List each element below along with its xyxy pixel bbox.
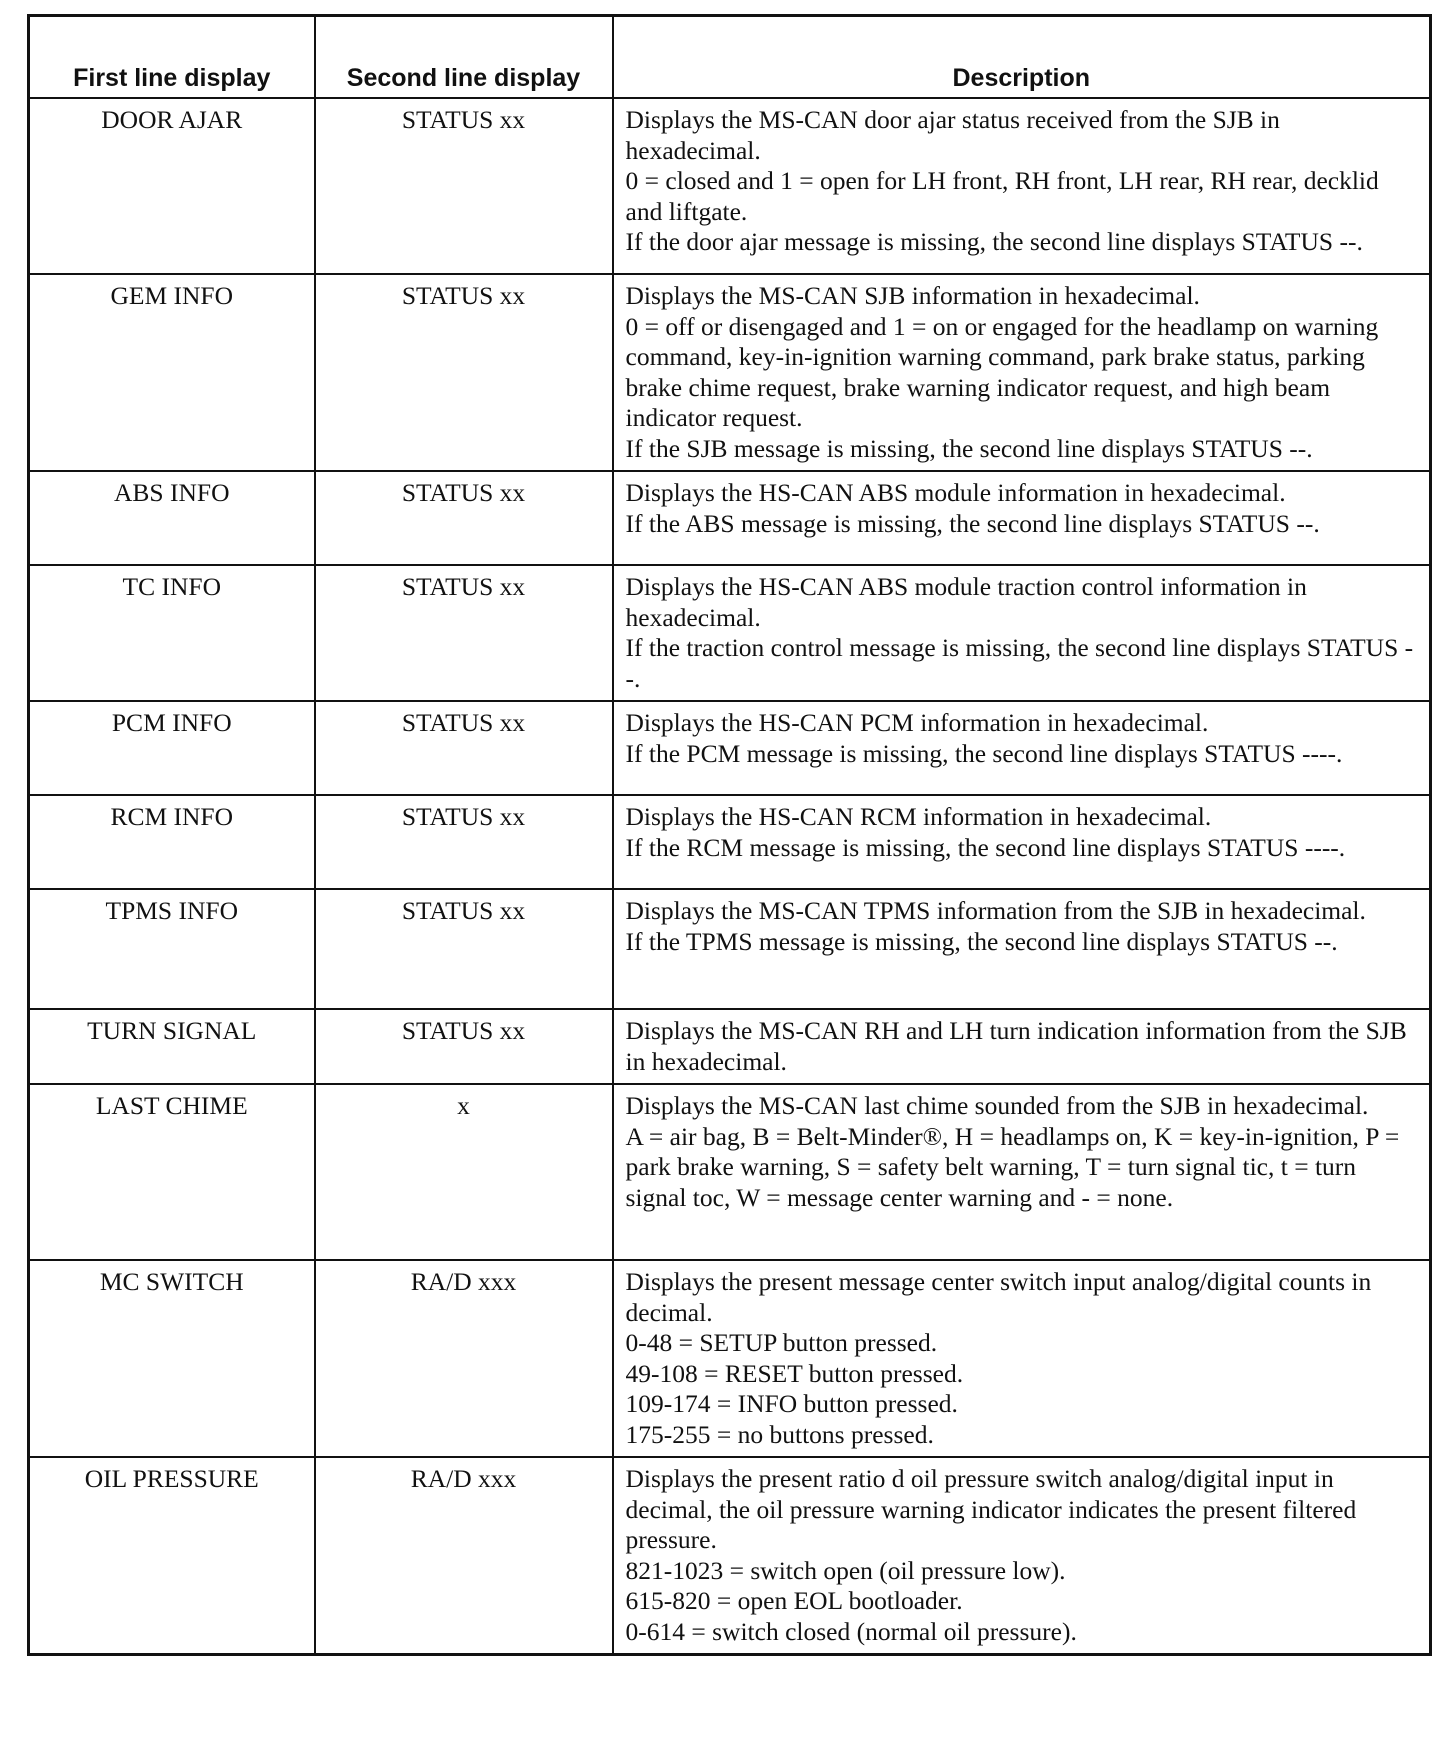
table-row-pcm-info xyxy=(29,701,1431,795)
description-line: Displays the MS-CAN RH and LH turn indication information from the SJB in hexadecimal. xyxy=(625,1016,1407,1076)
first-line-display-cell: RCM INFO xyxy=(29,795,315,889)
table-row-tc-info xyxy=(29,565,1431,701)
description-cell xyxy=(613,565,1431,701)
first-line-display-cell: PCM INFO xyxy=(29,701,315,795)
description-line: If the PCM message is missing, the second line displays STATUS ----. xyxy=(625,738,1343,768)
description-line: Displays the HS-CAN ABS module traction control information in hexadecimal. xyxy=(625,572,1307,632)
description-line: 175-255 = no buttons pressed. xyxy=(625,1419,934,1449)
table-row-door-ajar xyxy=(29,98,1431,274)
description-cell xyxy=(613,795,1431,889)
first-line-display-cell: MC SWITCH xyxy=(29,1260,315,1457)
description-line: Displays the MS-CAN door ajar status received from the SJB in hexadecimal. xyxy=(625,105,1280,165)
second-line-display-cell: STATUS xx xyxy=(315,98,613,274)
description-line: Displays the MS-CAN last chime sounded from the SJB in hexadecimal. xyxy=(625,1091,1369,1120)
first-line-display-cell: GEM INFO xyxy=(29,274,315,471)
second-line-display-cell: STATUS xx xyxy=(315,889,613,1009)
second-line-display-cell: STATUS xx xyxy=(315,1009,613,1084)
description-line: If the ABS message is missing, the second line displays STATUS --. xyxy=(625,508,1320,538)
description-cell xyxy=(613,274,1431,471)
first-line-display-cell: LAST CHIME xyxy=(29,1084,315,1260)
description-cell xyxy=(613,471,1431,565)
description-line: 0-614 = switch closed (normal oil pressure). xyxy=(625,1616,1077,1646)
header-first-line-display: First line display xyxy=(29,16,315,99)
description-line: If the RCM message is missing, the second line displays STATUS ----. xyxy=(625,832,1346,862)
second-line-display-cell: x xyxy=(315,1084,613,1260)
table-row-rcm-info xyxy=(29,795,1431,889)
description-line: 49-108 = RESET button pressed. xyxy=(625,1358,964,1388)
description-cell xyxy=(613,1084,1431,1260)
table-row-tpms-info xyxy=(29,889,1431,1009)
table-body xyxy=(29,98,1431,1655)
header-second-line-display: Second line display xyxy=(315,16,613,99)
description-line: 0 = off or disengaged and 1 = on or engaged for the headlamp on warning command, key-in-ignition warning command, park brake status, parking brake chime request, brake warning indicator request, and high beam indicator request. xyxy=(625,311,1379,432)
description-line: If the SJB message is missing, the second line displays STATUS --. xyxy=(625,433,1313,463)
header-description: Description xyxy=(613,16,1431,99)
description-cell xyxy=(613,889,1431,1009)
description-cell xyxy=(613,1009,1431,1084)
table-row-oil-pressure xyxy=(29,1457,1431,1655)
second-line-display-cell: RA/D xxx xyxy=(315,1260,613,1457)
description-line: Displays the MS-CAN SJB information in hexadecimal. xyxy=(625,281,1200,310)
table-header-row xyxy=(29,16,1431,99)
description-line: If the door ajar message is missing, the second line displays STATUS --. xyxy=(625,227,1363,256)
description-line: Displays the HS-CAN ABS module information in hexadecimal. xyxy=(625,478,1286,507)
table-row-turn-signal xyxy=(29,1009,1431,1084)
description-line: If the traction control message is missing, the second line displays STATUS --. xyxy=(625,633,1414,693)
table-row-abs-info xyxy=(29,471,1431,565)
description-line: Displays the present ratio d oil pressure switch analog/digital input in decimal, the oil pressure warning indicator indicates the present filtered pressure. xyxy=(625,1464,1357,1554)
second-line-display-cell: STATUS xx xyxy=(315,795,613,889)
second-line-display-cell: RA/D xxx xyxy=(315,1457,613,1655)
description-line: 0 = closed and 1 = open for LH front, RH front, LH rear, RH rear, decklid and liftgate. xyxy=(625,166,1379,226)
second-line-display-cell: STATUS xx xyxy=(315,565,613,701)
second-line-display-cell: STATUS xx xyxy=(315,274,613,471)
first-line-display-cell: TURN SIGNAL xyxy=(29,1009,315,1084)
description-cell xyxy=(613,98,1431,274)
second-line-display-cell: STATUS xx xyxy=(315,701,613,795)
description-line: Displays the HS-CAN RCM information in hexadecimal. xyxy=(625,802,1212,831)
second-line-display-cell: STATUS xx xyxy=(315,471,613,565)
first-line-display-cell: TPMS INFO xyxy=(29,889,315,1009)
description-line: A = air bag, B = Belt-Minder®, H = headlamps on, K = key-in-ignition, P = park brake warning, S = safety belt warning, T = turn signal tic, t = turn signal toc, W = message center warning and - = none. xyxy=(625,1121,1400,1212)
description-cell xyxy=(613,701,1431,795)
description-line: Displays the present message center switch input analog/digital counts in decimal. xyxy=(625,1267,1372,1327)
first-line-display-cell: TC INFO xyxy=(29,565,315,701)
description-line: Displays the HS-CAN PCM information in hexadecimal. xyxy=(625,708,1209,737)
description-line: 615-820 = open EOL bootloader. xyxy=(625,1586,963,1615)
table-row-last-chime xyxy=(29,1084,1431,1260)
description-cell xyxy=(613,1457,1431,1655)
first-line-display-cell: DOOR AJAR xyxy=(29,98,315,274)
description-line: 0-48 = SETUP button pressed. xyxy=(625,1328,938,1357)
table-row-gem-info xyxy=(29,274,1431,471)
first-line-display-cell: ABS INFO xyxy=(29,471,315,565)
description-line: 109-174 = INFO button pressed. xyxy=(625,1389,958,1418)
first-line-display-cell: OIL PRESSURE xyxy=(29,1457,315,1655)
table-row-mc-switch xyxy=(29,1260,1431,1457)
description-line: If the TPMS message is missing, the second line displays STATUS --. xyxy=(625,926,1338,956)
description-line: Displays the MS-CAN TPMS information from the SJB in hexadecimal. xyxy=(625,896,1366,925)
description-cell xyxy=(613,1260,1431,1457)
display-description-table xyxy=(27,14,1432,1656)
description-line: 821-1023 = switch open (oil pressure low). xyxy=(625,1555,1066,1585)
